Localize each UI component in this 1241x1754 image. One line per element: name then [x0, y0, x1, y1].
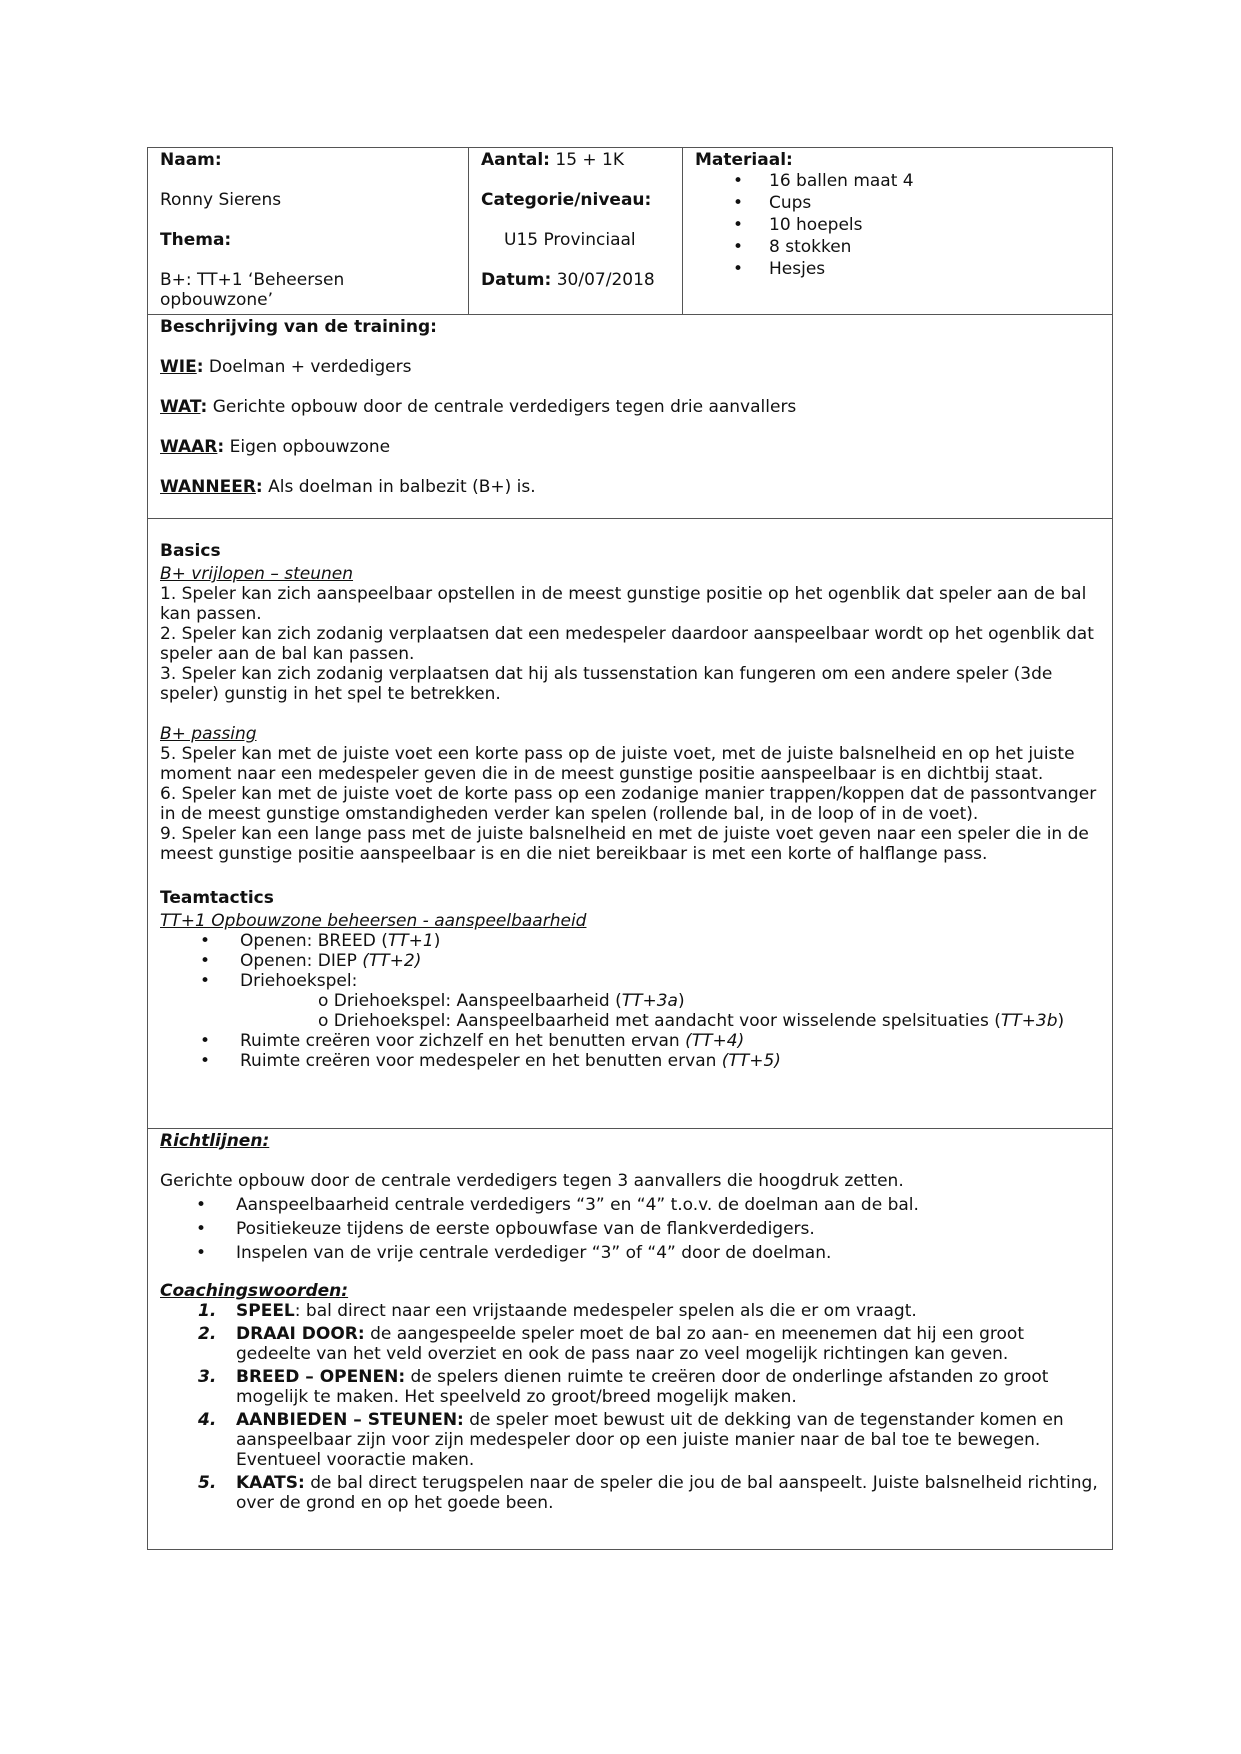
thema-label: Thema: [160, 230, 232, 250]
basics-item: 6. Speler kan met de juiste voet de korte pass op een zodanige manier trappen/koppen dat de passontvanger in de meest gunstige omstandigheden verder kan spelen (rollende bal, in de loop of in de voet). [160, 784, 1097, 824]
aantal-categorie-cell [469, 148, 683, 314]
list-item: 3. BREED – OPENEN: de spelers dienen ruimte te creëren door de onderlinge afstanden zo groot mogelijk te maken. Het speelveld zo groot/breed mogelijk maken. [198, 1367, 1049, 1407]
basics-item: 1. Speler kan zich aanspeelbaar opstellen in de meest gunstige positie op het ogenblik dat speler aan de bal kan passen. [160, 584, 1087, 624]
waar-value: Eigen opbouwzone [224, 437, 391, 457]
basics-item: 2. Speler kan zich zodanig verplaatsen dat een medespeler daardoor aanspeelbaar wordt op het ogenblik dat speler aan de bal kan passen. [160, 624, 1094, 664]
list-item: • Ruimte creëren voor zichzelf en het benutten ervan (TT+4) [200, 1031, 1100, 1051]
coaching-list [160, 1301, 1100, 1513]
basics-subtitle-passing: B+ passing [160, 724, 257, 744]
list-item: • Hesjes [733, 258, 1100, 280]
beschrijving-section: Beschrijving van de training: WIE: Doelman + verdedigers WAT: Gerichte opbouw door de centrale verdedigers tegen drie aanvallers WAAR: Eigen opbouwzone WANNEER: Als doelman in balbezit (B+) is. [148, 315, 1112, 519]
header-row [148, 148, 1112, 315]
naam-label: Naam: [160, 150, 222, 170]
wat-value: Gerichte opbouw door de centrale verdedigers tegen drie aanvallers [207, 397, 797, 417]
list-item: • Cups [733, 192, 1100, 214]
wanneer-value: Als doelman in balbezit (B+) is. [262, 477, 536, 497]
basics-subtitle-vrijlopen: B+ vrijlopen – steunen [160, 564, 354, 584]
wanneer-label: WANNEER [160, 477, 256, 497]
basics-title: Basics [160, 541, 221, 561]
richtlijnen-list [160, 1195, 1100, 1263]
materiaal-cell [683, 148, 1112, 314]
categorie-label: Categorie/niveau: [481, 190, 652, 210]
categorie-value: U15 Provinciaal [504, 230, 636, 250]
richtlijnen-intro: Gerichte opbouw door de centrale verdedigers tegen 3 aanvallers die hoogdruk zetten. [160, 1171, 904, 1191]
waar-label: WAAR [160, 437, 218, 457]
teamtactics-title: Teamtactics [160, 888, 274, 908]
richtlijnen-title: Richtlijnen: [160, 1131, 270, 1151]
list-item: • 16 ballen maat 4 [733, 170, 1100, 192]
teamtactics-list [160, 931, 1100, 1071]
list-item: • 10 hoepels [733, 214, 1100, 236]
thema-value: B+: TT+1 ‘Beheersen opbouwzone’ [160, 270, 345, 310]
wie-value: Doelman + verdedigers [203, 357, 412, 377]
basics-item: 9. Speler kan een lange pass met de juiste balsnelheid en met de juiste voet geven naar een speler die in de meest gunstige positie aanspeelbaar is en die niet bereikbaar is met een korte of halflange pass. [160, 824, 1089, 864]
list-item: o Driehoekspel: Aanspeelbaarheid (TT+3a) [318, 991, 685, 1011]
training-form [147, 147, 1113, 1550]
list-item: • Openen: BREED (TT+1) [200, 931, 1100, 951]
basics-item: 5. Speler kan met de juiste voet een korte pass op de juiste voet, met de juiste balsnelheid en op het juiste moment naar een medespeler geven die in de meest gunstige positie aanspeelbaar is en dichtbij staat. [160, 744, 1075, 784]
aantal-value: 15 + 1K [549, 150, 625, 170]
datum-label: Datum: [481, 270, 552, 290]
list-item: 2. DRAAI DOOR: de aangespeelde speler moet de bal zo aan- en meenemen dat hij een groot gedeelte van het veld overziet en ook de pass naar zo veel mogelijk richtingen kan geven. [198, 1324, 1024, 1364]
richtlijnen-section [148, 1129, 1112, 1549]
list-item: 1. SPEEL: bal direct naar een vrijstaande medespeler spelen als die er om vraagt. [198, 1301, 917, 1321]
list-item: • Positiekeuze tijdens de eerste opbouwfase van de flankverdedigers. [196, 1219, 1100, 1239]
list-item: • Aanspeelbaarheid centrale verdedigers “3” en “4” t.o.v. de doelman aan de bal. [196, 1195, 1100, 1215]
teamtactics-subtitle: TT+1 Opbouwzone beheersen - aanspeelbaarheid [160, 911, 587, 931]
datum-value: 30/07/2018 [551, 270, 655, 290]
list-item: • Openen: DIEP (TT+2) [200, 951, 1100, 971]
materiaal-list [695, 170, 1100, 280]
coaching-title: Coachingswoorden: [160, 1281, 349, 1301]
wie-label: WIE [160, 357, 197, 377]
materiaal-label: Materiaal: [695, 150, 793, 170]
list-item: • Driehoekspel: [200, 971, 1100, 991]
beschrijving-title: Beschrijving van de training: [160, 317, 437, 337]
naam-thema-cell [148, 148, 469, 314]
naam-value: Ronny Sierens [160, 190, 282, 210]
list-item: • 8 stokken [733, 236, 1100, 258]
basics-item: 3. Speler kan zich zodanig verplaatsen dat hij als tussenstation kan fungeren om een andere speler (3de speler) gunstig in het spel te betrekken. [160, 664, 1053, 704]
list-item: 4. AANBIEDEN – STEUNEN: de speler moet bewust uit de dekking van de tegenstander komen en aanspeelbaar zijn voor zijn medespeler door op een juiste manier naar de bal toe te bewegen. Eventueel vooractie maken. [198, 1410, 1064, 1470]
basics-section [148, 519, 1112, 1129]
list-item: o Driehoekspel: Aanspeelbaarheid met aandacht voor wisselende spelsituaties (TT+3b) [318, 1011, 1065, 1031]
aantal-label: Aantal: [481, 150, 550, 170]
list-item: • Inspelen van de vrije centrale verdediger “3” of “4” door de doelman. [196, 1243, 1100, 1263]
list-item: 5. KAATS: de bal direct terugspelen naar de speler die jou de bal aanspeelt. Juiste balsnelheid richting, over de grond en op het goede been. [198, 1473, 1098, 1513]
list-item: • Ruimte creëren voor medespeler en het benutten ervan (TT+5) [200, 1051, 1100, 1071]
wat-label: WAT [160, 397, 201, 417]
